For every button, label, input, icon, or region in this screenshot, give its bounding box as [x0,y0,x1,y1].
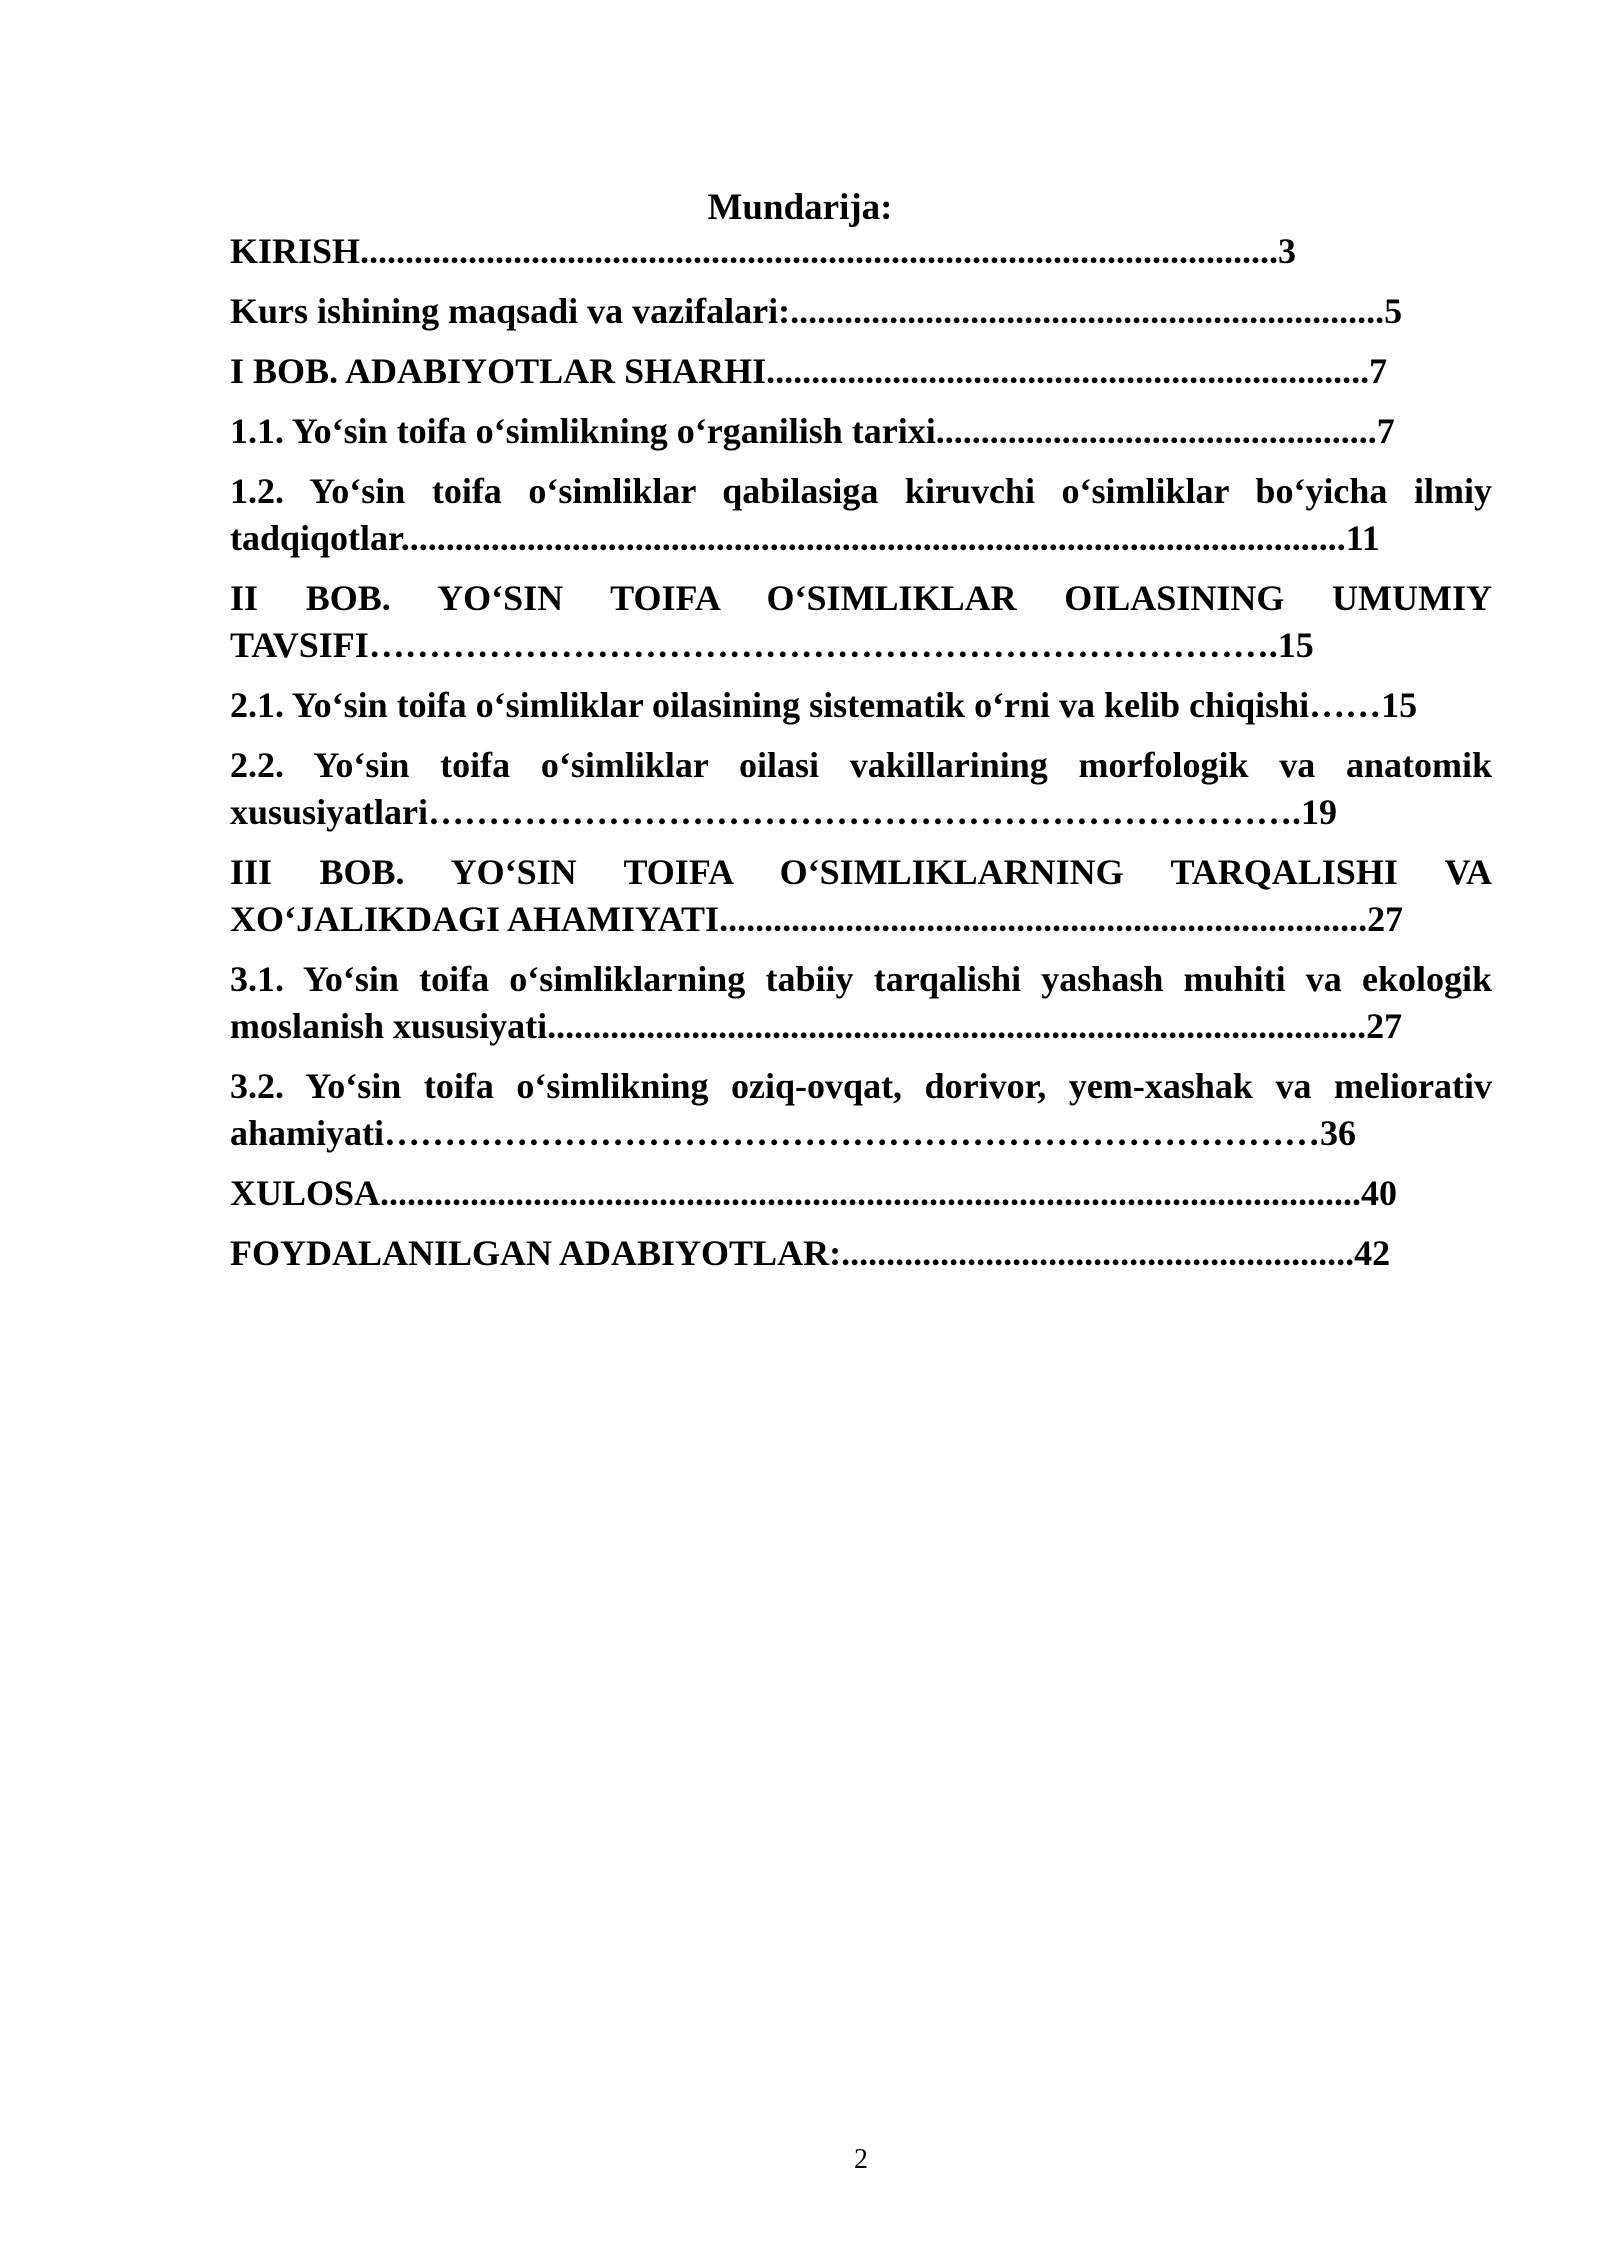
toc-entry-text: Kurs ishining maqsadi va vazifalari: [230,291,791,331]
toc-page-number: 36 [1320,1113,1357,1153]
toc-page-number: 15 [1381,685,1418,725]
toc-page-number: 19 [1301,792,1338,832]
toc-leader-dots: …………………………………………………………………. [368,625,1278,665]
toc-leader-dots: ......................................................... [841,1233,1355,1273]
toc-page-number: 5 [1384,291,1403,331]
toc-leader-dots: ........................................................................ [719,899,1368,939]
toc-entry-kirish[interactable] [230,228,1492,275]
toc-page-number: 11 [1345,518,1380,558]
toc-entry-adabiyotlar[interactable] [230,1230,1492,1277]
toc-entry-text: KIRISH [230,231,361,271]
toc-leader-dots: ...................................................................................................... [360,231,1279,271]
toc-leader-dots: ………………………………………………………………. [428,792,1302,832]
toc-entry-text: II BOB. YO‘SIN TOIFA O‘SIMLIKLAR OILASINING UMUMIY TAVSIFI [230,578,1492,665]
toc-page-number: 7 [1376,411,1395,451]
toc-page-number: 27 [1367,899,1404,939]
toc-leader-dots: ................................................................... [766,351,1370,391]
toc-page-number: 7 [1369,351,1388,391]
toc-leader-dots: ......................................................................................................... [400,518,1346,558]
table-of-contents [230,228,1492,1290]
toc-entry-3-2[interactable] [230,1063,1492,1157]
toc-leader-dots: ............................................................................................................. [380,1173,1362,1213]
toc-leader-dots: ................................................. [935,411,1377,451]
toc-entry-2-2[interactable] [230,742,1492,836]
toc-entry-text: III BOB. YO‘SIN TOIFA O‘SIMLIKLARNING TARQALISHI VA XO‘JALIKDAGI AHAMIYATI [230,852,1492,939]
toc-entry-text: I BOB. ADABIYOTLAR SHARHI [230,351,767,391]
toc-leader-dots: ........................................................................................... [547,1006,1367,1046]
toc-entry-bob-1[interactable] [230,348,1492,395]
toc-entry-bob-2[interactable] [230,575,1492,669]
toc-leader-dots: …………………………………………………………………… [384,1113,1321,1153]
toc-entry-3-1[interactable] [230,956,1492,1050]
toc-entry-text: 3.2. Yo‘sin toifa o‘simlikning oziq-ovqat, dorivor, yem-xashak va meliorativ ahamiyati [230,1066,1492,1153]
toc-entry-1-2[interactable] [230,468,1492,562]
toc-page-number: 42 [1354,1233,1391,1273]
toc-entry-text: 1.1. Yo‘sin toifa o‘simlikning o‘rganilish tarixi [230,411,936,451]
toc-leader-dots: …… [1309,685,1382,725]
toc-title: Mundarija: [707,187,893,228]
toc-entry-xulosa[interactable] [230,1170,1492,1217]
toc-entry-2-1[interactable] [230,682,1492,729]
toc-page-number: 40 [1361,1173,1398,1213]
toc-entry-text: 3.1. Yo‘sin toifa o‘simliklarning tabiiy tarqalishi yashash muhiti va ekologik moslanish xususiyati [230,959,1492,1046]
toc-entry-maqsad[interactable] [230,288,1492,335]
toc-entry-text: 2.1. Yo‘sin toifa o‘simliklar oilasining sistematik o‘rni va kelib chiqishi [230,685,1310,725]
toc-page-number: 27 [1366,1006,1403,1046]
toc-entry-1-1[interactable] [230,408,1492,455]
toc-page-number: 3 [1278,231,1297,271]
toc-entry-bob-3[interactable] [230,849,1492,943]
page-number: 2 [854,2144,868,2175]
toc-entry-text: 2.2. Yo‘sin toifa o‘simliklar oilasi vakillarining morfologik va anatomik xususiyatlari [230,745,1492,832]
toc-entry-text: 1.2. Yo‘sin toifa o‘simliklar qabilasiga kiruvchi o‘simliklar bo‘yicha ilmiy tadqiqotlar [230,471,1492,558]
toc-leader-dots: .................................................................. [790,291,1385,331]
toc-entry-text: XULOSA [230,1173,381,1213]
toc-page-number: 15 [1277,625,1314,665]
toc-entry-text: FOYDALANILGAN ADABIYOTLAR: [230,1233,842,1273]
